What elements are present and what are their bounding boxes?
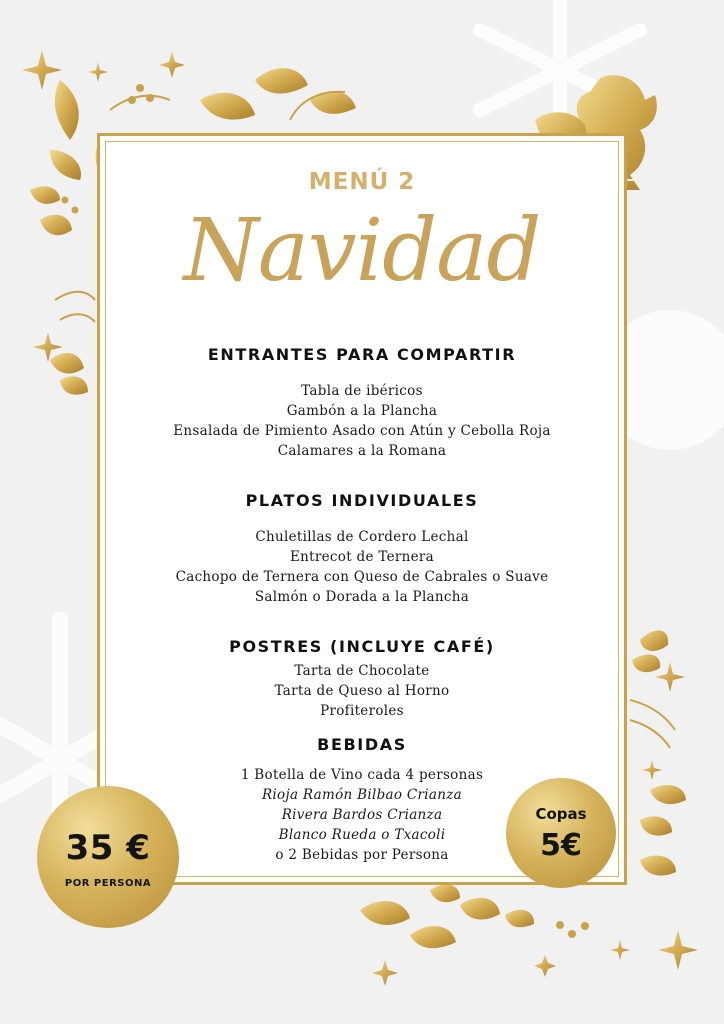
gold-leaves-icon	[360, 884, 534, 948]
menu-title: Navidad	[183, 201, 541, 301]
section-heading-entrantes: ENTRANTES PARA COMPARTIR	[207, 345, 517, 364]
section-items-entrantes	[105, 381, 619, 461]
section-items-platos	[105, 527, 619, 607]
copas-label: Copas	[535, 805, 587, 823]
section-heading-bebidas: BEBIDAS	[317, 735, 407, 754]
section-items-postres	[105, 661, 619, 721]
berries-icon	[556, 921, 589, 938]
price-badge	[37, 786, 179, 928]
gold-branches-icon	[630, 700, 675, 748]
menu-number: MENÚ 2	[308, 169, 416, 195]
menu-item: Calamares a la Romana	[277, 443, 447, 459]
menu-item: 1 Botella de Vino cada 4 personas	[240, 767, 484, 783]
menu-item: Gambón a la Plancha	[286, 403, 438, 419]
menu-item: Tarta de Chocolate	[294, 663, 430, 679]
menu-item: Ensalada de Pimiento Asado con Atún y Cebolla Roja	[173, 423, 551, 439]
menu-item: Entrecot de Ternera	[289, 549, 435, 565]
copas-price: 5€	[540, 828, 582, 863]
price-amount: 35 €	[65, 828, 151, 868]
menu-item: Chuletillas de Cordero Lechal	[255, 529, 469, 545]
gold-leaves-icon	[632, 630, 686, 875]
menu-item-wine: Rivera Bardos Crianza	[281, 807, 443, 823]
copas-badge	[506, 778, 616, 888]
section-heading-postres: POSTRES (INCLUYE CAFÉ)	[229, 637, 495, 656]
menu-item: Tarta de Queso al Horno	[274, 683, 450, 699]
price-label: POR PERSONA	[64, 878, 152, 889]
menu-item: Cachopo de Ternera con Queso de Cabrales o Suave	[175, 569, 549, 585]
menu-item-wine: Rioja Ramón Bilbao Crianza	[261, 787, 463, 803]
menu-item: Salmón o Dorada a la Plancha	[254, 589, 470, 605]
menu-item: o 2 Bebidas por Persona	[275, 847, 449, 863]
menu-item-wine: Blanco Rueda o Txacoli	[278, 827, 446, 843]
menu-item: Tabla de ibéricos	[301, 383, 423, 399]
menu-item: Profiteroles	[320, 703, 404, 719]
section-heading-platos: PLATOS INDIVIDUALES	[245, 491, 479, 510]
